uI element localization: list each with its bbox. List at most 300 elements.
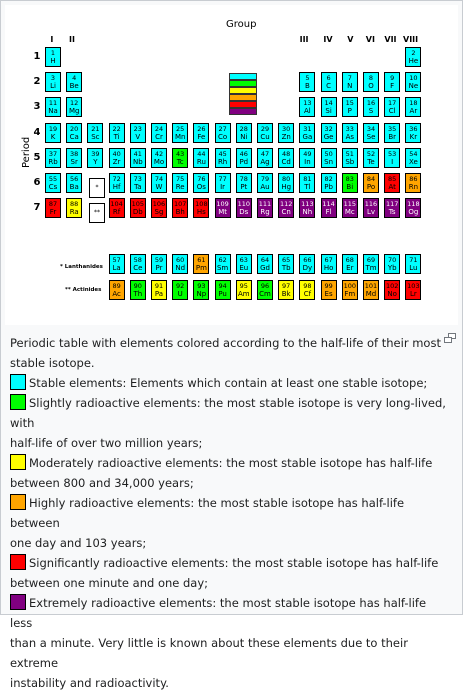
element-Cr	[151, 123, 167, 143]
legend-swatch	[10, 594, 26, 610]
element-Li	[45, 72, 61, 92]
element-symbol: Mt	[218, 208, 227, 217]
element-symbol: Ac	[112, 290, 121, 298]
element-Rn	[405, 173, 421, 193]
legend-line: Extremely radioactive elements: the most stable isotope has half-life less	[10, 596, 427, 630]
element-symbol: Na	[48, 107, 58, 116]
element-symbol: Gd	[260, 264, 270, 272]
legend-swatch	[10, 494, 26, 510]
key-bar-high	[229, 94, 257, 101]
atomic-number: 14	[324, 99, 333, 108]
atomic-number: 63	[239, 256, 248, 264]
atomic-number: 59	[154, 256, 164, 264]
atomic-number: 77	[218, 175, 227, 183]
atomic-number: 25	[176, 124, 185, 133]
atomic-number: 56	[70, 175, 79, 183]
atomic-number: 38	[70, 149, 79, 158]
element-Ag	[257, 148, 273, 168]
element-symbol: Cd	[281, 157, 291, 166]
element-Ba	[66, 173, 82, 193]
element-Bh	[172, 198, 188, 218]
element-Cm	[257, 280, 273, 300]
element-W	[151, 173, 167, 193]
element-La	[109, 254, 125, 274]
atomic-number: 67	[324, 256, 333, 264]
atomic-number: 98	[303, 282, 312, 290]
element-I	[384, 148, 400, 168]
atomic-number: 37	[48, 149, 58, 158]
element-No	[384, 280, 400, 300]
element-Th	[130, 280, 146, 300]
element-symbol: Sm	[216, 264, 229, 272]
element-Ce	[130, 254, 146, 274]
element-Nd	[172, 254, 188, 274]
element-Os	[193, 173, 209, 193]
element-symbol: Cm	[259, 290, 271, 298]
atomic-number: 3	[50, 74, 56, 83]
period-number: 3	[33, 101, 41, 113]
element-Ra	[66, 198, 82, 218]
legend-line: Significantly radioactive elements: the most stable isotope has half-life	[29, 556, 439, 570]
element-symbol: Cl	[388, 107, 396, 116]
atomic-number: 93	[197, 282, 206, 290]
atomic-number: 81	[303, 175, 312, 183]
atomic-number: 51	[345, 149, 354, 158]
element-Nh	[299, 198, 315, 218]
atomic-number: 108	[195, 200, 208, 209]
element-Am	[236, 280, 252, 300]
element-symbol: Dy	[302, 264, 313, 272]
legend-text	[10, 553, 447, 573]
element-symbol: Ar	[409, 107, 418, 116]
element-Es	[321, 280, 337, 300]
element-Zn	[278, 123, 294, 143]
element-symbol: No	[387, 290, 397, 298]
element-Pa	[151, 280, 167, 300]
element-symbol: La	[112, 264, 121, 272]
element-symbol: Si	[325, 107, 332, 116]
element-Ac	[109, 280, 125, 300]
legend-text	[10, 593, 447, 633]
element-symbol: Po	[366, 183, 376, 191]
element-symbol: Sb	[345, 157, 355, 166]
element-symbol: Rn	[408, 183, 419, 191]
atomic-number: 115	[343, 200, 356, 209]
atomic-number: 112	[279, 200, 293, 209]
legend-line: than a minute. Very little is known about these elements due to their extreme	[10, 636, 408, 670]
element-symbol: B	[304, 82, 310, 91]
element-symbol: Hf	[112, 183, 121, 191]
element-symbol: K	[50, 132, 56, 141]
element-Y	[87, 148, 103, 168]
element-Tc	[172, 148, 188, 168]
atomic-number: 102	[385, 282, 399, 290]
element-Pb	[321, 173, 337, 193]
element-symbol: C	[326, 82, 332, 91]
element-symbol: Zn	[281, 132, 291, 141]
element-Pu	[215, 280, 231, 300]
element-symbol: Ca	[69, 132, 79, 141]
element-symbol: Ru	[196, 157, 206, 166]
element-symbol: Sr	[70, 157, 78, 166]
atomic-number: 79	[260, 175, 270, 183]
element-N	[342, 72, 358, 92]
element-symbol: Os	[196, 183, 206, 191]
element-Te	[363, 148, 379, 168]
period-number: 7	[33, 202, 41, 214]
atomic-number: 105	[131, 200, 144, 209]
element-symbol: Ge	[323, 132, 334, 141]
element-Lu	[405, 254, 421, 274]
element-Rb	[45, 148, 61, 168]
element-Zr	[109, 148, 125, 168]
element-symbol: Ba	[69, 183, 79, 191]
element-symbol: Db	[132, 208, 143, 217]
caption-line: Periodic table with elements colored according to the half-life of their most	[10, 336, 441, 350]
atomic-number: 33	[345, 124, 354, 133]
atomic-number: 54	[409, 149, 418, 158]
atomic-number: 42	[154, 149, 164, 158]
element-symbol: Mg	[68, 107, 80, 116]
element-symbol: Fl	[325, 208, 332, 217]
element-symbol: Tl	[304, 183, 311, 191]
element-Rf	[109, 198, 125, 218]
element-Sg	[151, 198, 167, 218]
element-symbol: U	[177, 290, 183, 298]
element-Tb	[278, 254, 294, 274]
atomic-number: 32	[324, 124, 333, 133]
legend-swatch	[10, 374, 26, 390]
element-Kr	[405, 123, 421, 143]
element-Ho	[321, 254, 337, 274]
element-symbol: Rh	[217, 157, 228, 166]
atomic-number: 41	[133, 149, 142, 158]
element-symbol: W	[155, 183, 163, 191]
atomic-number: 61	[197, 256, 206, 264]
element-symbol: Be	[69, 82, 79, 91]
element-symbol: In	[304, 157, 311, 166]
element-Ne	[405, 72, 421, 92]
atomic-number: 72	[112, 175, 121, 183]
element-symbol: Xe	[408, 157, 418, 166]
atomic-number: 13	[303, 99, 312, 108]
atomic-number: 107	[173, 200, 187, 209]
legend-swatch	[10, 394, 26, 410]
element-Fe	[193, 123, 209, 143]
group-label: VII	[384, 35, 397, 44]
atomic-number: 71	[409, 256, 418, 264]
element-U	[172, 280, 188, 300]
atomic-number: 27	[218, 124, 227, 133]
atomic-number: 113	[301, 200, 314, 209]
legend-entry	[10, 493, 447, 553]
element-symbol: F	[390, 82, 395, 91]
element-symbol: Rg	[260, 208, 270, 217]
atomic-number: 92	[176, 282, 185, 290]
atomic-number: 5	[305, 74, 310, 83]
element-symbol: Sc	[91, 132, 100, 141]
element-symbol: Rb	[48, 157, 58, 166]
element-Sr	[66, 148, 82, 168]
legend-line: Moderately radioactive elements: the most stable isotope has half-life	[29, 456, 433, 470]
element-symbol: Cf	[303, 290, 312, 298]
atomic-number: 62	[218, 256, 227, 264]
legend-text	[10, 633, 447, 673]
group-label: VI	[365, 35, 375, 44]
period-number: 6	[33, 177, 41, 188]
atomic-number: 118	[407, 200, 420, 209]
element-Sn	[321, 148, 337, 168]
legend-entry	[10, 393, 447, 453]
legend-line: half-life of over two million years;	[10, 436, 203, 450]
atomic-number: 53	[388, 149, 397, 158]
element-Na	[45, 97, 61, 117]
element-Hs	[193, 198, 209, 218]
element-symbol: Cs	[48, 183, 58, 191]
element-symbol: Bk	[281, 290, 291, 298]
atomic-number: 16	[366, 99, 376, 108]
atomic-number: 68	[345, 256, 354, 264]
key-bar-significant	[229, 101, 257, 108]
element-symbol: Er	[346, 264, 354, 272]
element-symbol: Am	[237, 290, 250, 298]
element-Ar	[405, 97, 421, 117]
atomic-number: 47	[260, 149, 270, 158]
element-symbol: Cu	[260, 132, 270, 141]
caption-intro	[10, 333, 447, 373]
element-symbol: Ir	[220, 183, 226, 191]
element-symbol: Bi	[346, 183, 354, 191]
atomic-number: 2	[411, 49, 416, 57]
atomic-number: 80	[282, 175, 291, 183]
element-Mt	[215, 198, 231, 218]
atomic-number: 74	[154, 175, 164, 183]
element-symbol: Pt	[240, 183, 248, 191]
element-symbol: Li	[50, 82, 56, 91]
element-symbol: Fr	[49, 208, 57, 217]
element-Tm	[363, 254, 379, 274]
atomic-number: 70	[388, 256, 397, 264]
key-bar-stable	[229, 73, 257, 80]
atomic-number: 106	[152, 200, 166, 209]
element-Fm	[342, 280, 358, 300]
atomic-number: 17	[388, 99, 397, 108]
element-symbol: Y	[93, 157, 98, 166]
element-symbol: Co	[218, 132, 228, 141]
element-Eu	[236, 254, 252, 274]
legend-entry	[10, 553, 447, 593]
legend-text	[10, 493, 447, 533]
atomic-number: 15	[345, 99, 354, 108]
atomic-number: 11	[48, 99, 58, 108]
element-Bk	[278, 280, 294, 300]
atomic-number: 91	[154, 282, 164, 290]
actinides-label: ** Actinides	[65, 287, 102, 293]
atomic-number: 94	[218, 282, 227, 290]
atomic-number: 111	[258, 200, 272, 209]
atomic-number: 87	[48, 200, 58, 209]
element-Ta	[130, 173, 146, 193]
legend-line: Highly radioactive elements: the most stable isotope has half-life between	[10, 496, 405, 530]
atomic-number: 97	[282, 282, 291, 290]
atomic-number: 82	[324, 175, 333, 183]
element-symbol: Ce	[133, 264, 143, 272]
element-Pm	[193, 254, 209, 274]
element-symbol: Cn	[281, 208, 291, 217]
element-Cd	[278, 148, 294, 168]
element-symbol: Yb	[387, 264, 397, 272]
atomic-number: 64	[260, 256, 270, 264]
atomic-number: 20	[70, 124, 79, 133]
element-symbol: N	[347, 82, 353, 91]
element-Lr	[405, 280, 421, 300]
atomic-number: 57	[112, 256, 121, 264]
element-symbol: Ra	[69, 208, 79, 217]
element-symbol: Pb	[324, 183, 333, 191]
element-symbol: Fe	[197, 132, 206, 141]
element-B	[299, 72, 315, 92]
element-symbol: Ts	[388, 208, 396, 217]
element-Ti	[109, 123, 125, 143]
element-Ts	[384, 198, 400, 218]
atomic-number: 22	[112, 124, 121, 133]
element-symbol: Es	[324, 290, 333, 298]
group-title: Group	[226, 19, 257, 30]
atomic-number: 19	[48, 124, 58, 133]
element-Cf	[299, 280, 315, 300]
element-In	[299, 148, 315, 168]
atomic-number: 36	[409, 124, 418, 133]
legend-list	[10, 373, 447, 693]
element-Hg	[278, 173, 294, 193]
atomic-number: 50	[324, 149, 333, 158]
element-symbol: Ne	[408, 82, 419, 91]
legend-line: Stable elements: Elements which contain at least one stable isotope;	[29, 376, 428, 390]
element-F	[384, 72, 400, 92]
legend-line: between one minute and one day;	[10, 576, 209, 590]
legend-text	[10, 393, 447, 433]
element-Md	[363, 280, 379, 300]
atomic-number: 95	[239, 282, 248, 290]
element-Cl	[384, 97, 400, 117]
element-Au	[257, 173, 273, 193]
element-Cn	[278, 198, 294, 218]
atomic-number: 45	[218, 149, 227, 158]
atomic-number: 78	[239, 175, 248, 183]
element-Ga	[299, 123, 315, 143]
element-symbol: Lr	[410, 290, 417, 298]
group-label: III	[299, 35, 309, 44]
element-symbol: Pr	[155, 264, 163, 272]
element-Cs	[45, 173, 61, 193]
element-symbol: Ag	[260, 157, 270, 166]
element-Db	[130, 198, 146, 218]
atomic-number: 114	[322, 200, 335, 209]
element-symbol: He	[408, 57, 419, 65]
atomic-number: 26	[197, 124, 206, 133]
atomic-number: 96	[260, 282, 270, 290]
element-Pd	[236, 148, 252, 168]
legend-text	[10, 433, 447, 453]
atomic-number: 89	[112, 282, 121, 290]
element-Og	[405, 198, 421, 218]
atomic-number: 40	[112, 149, 121, 158]
atomic-number: 75	[176, 175, 185, 183]
periodic-table-image[interactable]	[5, 5, 458, 325]
element-symbol: Eu	[239, 264, 249, 272]
key-bar-slight	[229, 80, 257, 87]
atomic-number: 101	[364, 282, 378, 290]
atomic-number: 18	[409, 99, 418, 108]
element-symbol: Tm	[365, 264, 377, 272]
atomic-number: 1	[50, 49, 56, 57]
element-symbol: Sg	[154, 208, 164, 217]
element-symbol: S	[368, 107, 374, 116]
atomic-number: 10	[409, 74, 418, 83]
atomic-number: 55	[48, 175, 58, 183]
element-P	[342, 97, 358, 117]
element-Nb	[130, 148, 146, 168]
element-symbol: Te	[367, 157, 375, 166]
element-symbol: Mn	[174, 132, 186, 141]
atomic-number: 23	[133, 124, 142, 133]
atomic-number: 88	[70, 200, 79, 209]
legend-text	[10, 473, 447, 493]
element-S	[363, 97, 379, 117]
atomic-number: 49	[303, 149, 312, 158]
element-Sm	[215, 254, 231, 274]
atomic-number: 43	[176, 149, 185, 158]
element-Be	[66, 72, 82, 92]
element-Ir	[215, 173, 231, 193]
atomic-number: 46	[239, 149, 248, 158]
atomic-number: 100	[343, 282, 356, 290]
legend-text	[10, 373, 447, 393]
atomic-number: 65	[282, 256, 291, 264]
element-symbol: Tc	[176, 157, 184, 166]
group-label: VIII	[403, 35, 419, 44]
atomic-number: 12	[70, 99, 79, 108]
element-Br	[384, 123, 400, 143]
element-Pt	[236, 173, 252, 193]
legend-swatch	[10, 554, 26, 570]
atomic-number: 7	[347, 74, 352, 83]
element-symbol: Nh	[302, 208, 313, 217]
element-symbol: Ti	[113, 132, 120, 141]
atomic-number: 8	[368, 74, 374, 83]
element-Mc	[342, 198, 358, 218]
element-Np	[193, 280, 209, 300]
atomic-number: 86	[409, 175, 418, 183]
legend-line: Slightly radioactive elements: the most stable isotope is very long-lived, with	[10, 396, 446, 430]
legend-text	[10, 533, 447, 553]
atomic-number: 60	[176, 256, 185, 264]
element-symbol: Np	[196, 290, 207, 298]
element-Co	[215, 123, 231, 143]
element-Fl	[321, 198, 337, 218]
element-V	[130, 123, 146, 143]
element-Si	[321, 97, 337, 117]
element-Ni	[236, 123, 252, 143]
caption-line: stable isotope.	[10, 356, 95, 370]
legend-entry	[10, 593, 447, 693]
element-C	[321, 72, 337, 92]
element-symbol: Se	[366, 132, 376, 141]
element-symbol: Sn	[324, 157, 334, 166]
atomic-number: 109	[216, 200, 229, 209]
element-Re	[172, 173, 188, 193]
element-symbol: Re	[175, 183, 185, 191]
